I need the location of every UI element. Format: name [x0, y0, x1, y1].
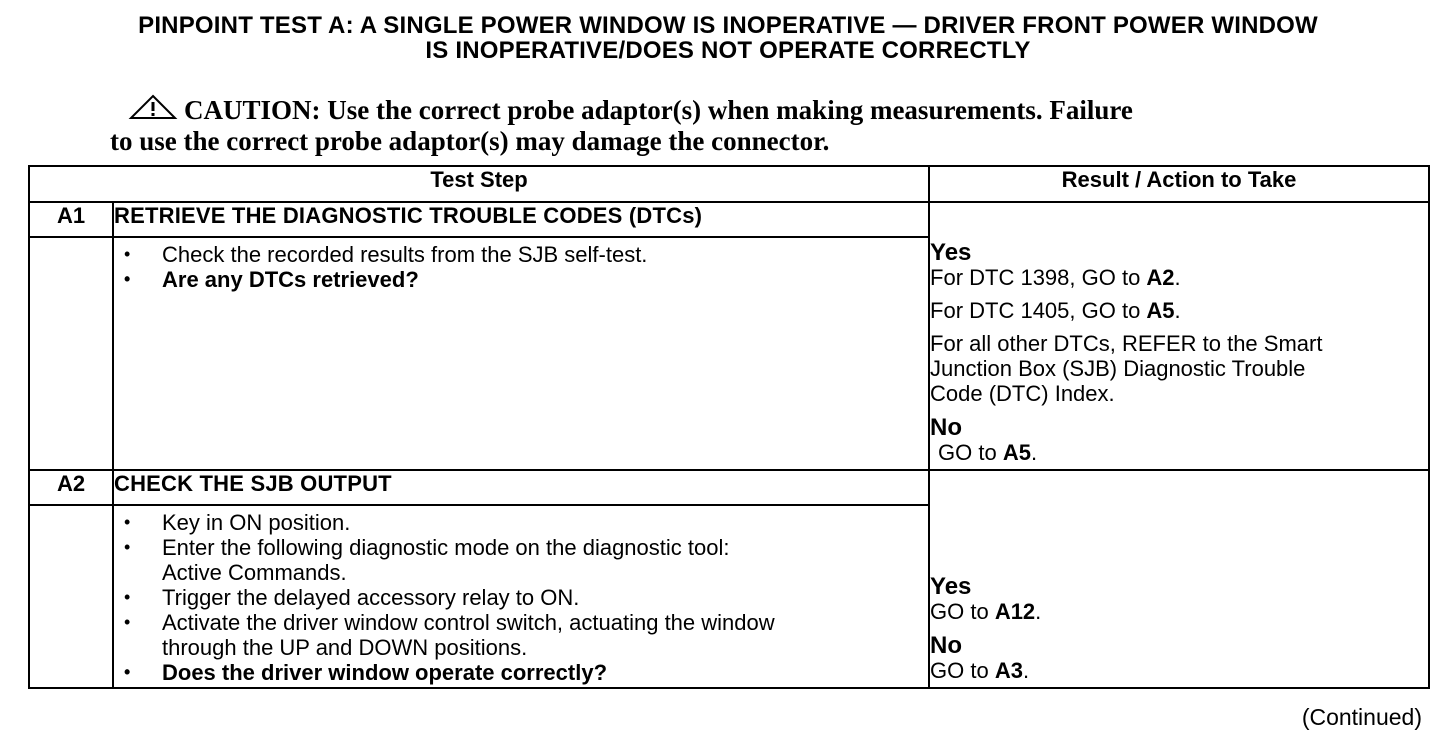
warning-triangle-icon — [128, 94, 178, 120]
title-line-2: IS INOPERATIVE/DOES NOT OPERATE CORRECTLY — [425, 37, 1031, 64]
caution-line-2: to use the correct probe adaptor(s) may damage the connector. — [110, 126, 830, 156]
result-no-action: GO to A5. — [938, 440, 1038, 465]
list-item: • Are any DTCs retrieved? — [124, 267, 928, 292]
result-no-label: No — [930, 632, 963, 659]
result-dtc-1398: For DTC 1398, GO to A2. — [930, 265, 1181, 290]
result-yes-label: Yes — [930, 239, 972, 266]
step-body-a2 — [113, 505, 929, 688]
page-title — [0, 13, 1456, 63]
list-item: • Does the driver window operate correctly? — [124, 660, 928, 685]
step-id-a2: A2 — [29, 470, 113, 505]
result-dtc-1405: For DTC 1405, GO to A5. — [930, 298, 1181, 323]
result-other-dtcs: For all other DTCs, REFER to the Smart Junction Box (SJB) Diagnostic Trouble Code (DTC) Index. — [930, 331, 1323, 406]
title-line-1: PINPOINT TEST A: A SINGLE POWER WINDOW IS INOPERATIVE — DRIVER FRONT POWER WINDOW — [138, 12, 1318, 39]
list-item: • Key in ON position. — [124, 510, 928, 535]
result-cell-a2 — [929, 470, 1429, 688]
list-item: • Enter the following diagnostic mode on the diagnostic tool: Active Commands. — [124, 535, 928, 585]
result-no-label: No — [930, 414, 963, 441]
continued-label: (Continued) — [1301, 704, 1422, 730]
result-yes-action: GO to A12. — [930, 599, 1042, 624]
list-item: • Activate the driver window control switch, actuating the window through the UP and DOWN positions. — [124, 610, 928, 660]
caution-line-1: CAUTION: Use the correct probe adaptor(s) when making measurements. Failure — [184, 95, 1133, 125]
list-item: • Trigger the delayed accessory relay to ON. — [124, 585, 928, 610]
step-id-a1: A1 — [29, 202, 113, 237]
pinpoint-test-table — [28, 165, 1430, 689]
step-title-a2: CHECK THE SJB OUTPUT — [113, 470, 929, 505]
result-yes-label: Yes — [930, 573, 972, 600]
step-body-a1 — [113, 237, 929, 470]
caution-notice — [110, 94, 1350, 157]
step-title-a1: RETRIEVE THE DIAGNOSTIC TROUBLE CODES (DTCs) — [113, 202, 929, 237]
step-id-spacer-a2 — [29, 505, 113, 688]
step-id-spacer-a1 — [29, 237, 113, 470]
list-item: • Check the recorded results from the SJB self-test. — [124, 242, 928, 267]
header-test-step: Test Step — [29, 166, 929, 202]
header-result: Result / Action to Take — [929, 166, 1429, 202]
result-no-action: GO to A3. — [930, 658, 1030, 683]
result-cell-a1 — [929, 202, 1429, 470]
